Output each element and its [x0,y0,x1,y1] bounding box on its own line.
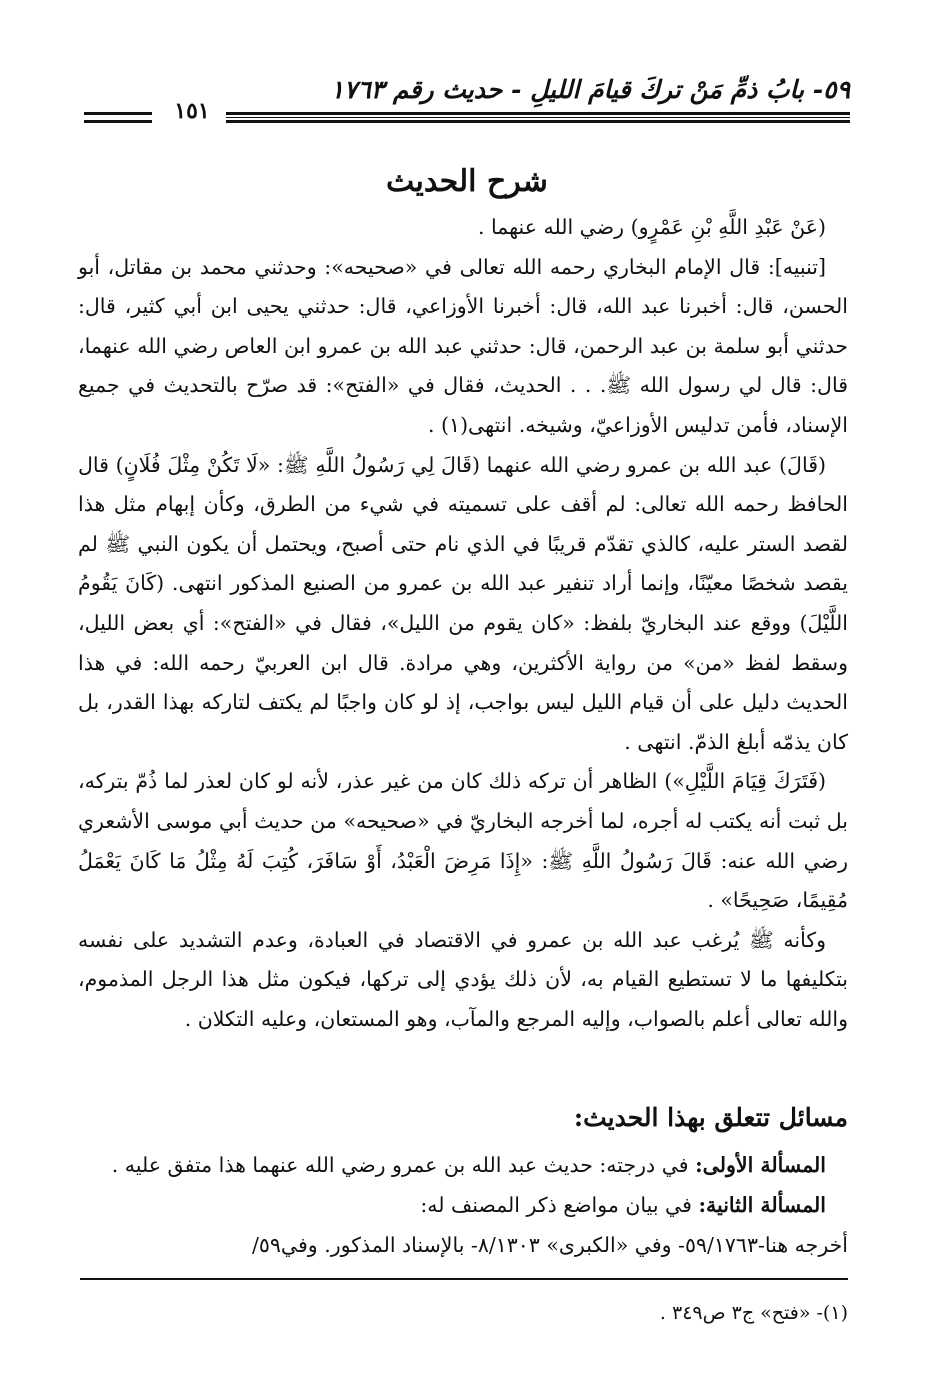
section-title: شرح الحديث [386,164,548,199]
paragraph-narrator: (عَنْ عَبْدِ اللَّهِ بْنِ عَمْرٍو) رضي الله عنهما . [477,215,826,239]
footnote-separator [80,1278,848,1280]
page-number: ١٥١ [174,98,210,124]
running-title: ٥٩- بابُ ذمِّ مَنْ تركَ قيامَ الليلِ - حديث رقم ١٧٦٣ [330,75,850,104]
paragraph-explanation: (قَالَ) عبد الله بن عمرو رضي الله عنهما (قَالَ لِي رَسُولُ اللَّهِ ﷺ: «لَا تَكُنْ مِثْلَ فُلَانٍ) قال الحافظ رحمه الله تعالى: لم أقف على تسميته في شيء من الطرق، وكأن إبهام مثل هذا لقصد الستر عليه، كالذي تقدّم قريبًا في الذي نام حتى أصبح، ويحتمل أن يكون النبي ﷺ لم يقصد شخصًا معيّنًا، وإنما أراد تنفير عبد الله بن عمرو من الصنيع المذكور انتهى. (كَانَ يَقُومُ اللَّيْلَ) ووقع عند البخاريّ بلفظ: «كان يقوم من الليل»، فقال في «الفتح»: أي بعض الليل، وسقط لفظ «من» من رواية الأكثرين، وهي مرادة. قال ابن العربيّ رحمه الله: في هذا الحديث دليل على أن قيام الليل ليس بواجب، إذ لو كان واجبًا لم يكتف لتاركه بهذا القدر، بل كان يذمّه أبلغ الذمّ. انتهى . [78,452,848,754]
issue-second-text: في بيان مواضع ذكر المصنف له: [420,1193,692,1217]
issue-first-text: في درجته: حديث عبد الله بن عمرو رضي الله عنهما هذا متفق عليه . [111,1153,689,1177]
paragraph-note: [تنبيه]: قال الإمام البخاري رحمه الله تعالى في «صحيحه»: وحدثني محمد بن مقاتل، أبو الحسن، قال: أخبرنا عبد الله، قال: أخبرنا الأوزاعي، قال: حدثني يحيى ابن أبي كثير، قال: حدثني أبو سلمة بن عبد الرحمن، قال: حدثني عبد الله بن عمرو ابن العاص رضي الله عنهما، قال: قال لي رسول الله ﷺ. . . الحديث، فقال في «الفتح»: قد صرّح بالتحديث في جميع الإسناد، فأمن تدليس الأوزاعيّ، وشيخه. انتهى(١) . [78,254,848,437]
issue-second-label: المسألة الثانية: [698,1193,826,1217]
page-header [84,72,850,132]
issue-second-continuation: أخرجه هنا-٥٩/١٧٦٣- وفي «الكبرى» ٨/١٣٠٣- بالإسناد المذكور. وفي٥٩/ [251,1233,848,1257]
paragraph-conclusion: وكأنه ﷺ يُرغب عبد الله بن عمرو في الاقتصاد في العبادة، وعدم التشديد على نفسه بتكليفها ما لا تستطيع القيام به، لأن ذلك يؤدي إلى تركها، فيكون مثل هذا الرجل المذموم، والله تعالى أعلم بالصواب، وإليه المرجع والمآب، وهو المستعان، وعليه التكلان . [78,927,848,1031]
footnote: (١)- «فتح» ج٣ ص٣٤٩ . [659,1302,848,1324]
issue-first [78,1145,848,1185]
issues-list [78,1145,848,1265]
issues-heading: مسائل تتعلق بهذا الحديث: [573,1103,848,1132]
issue-first-label: المسألة الأولى: [695,1153,826,1177]
commentary-body [78,208,848,1039]
issue-second [78,1185,848,1225]
header-rule [226,112,850,123]
paragraph-leaving-night-prayer: (فَتَرَكَ قِيَامَ اللَّيْلِ») الظاهر أن تركه ذلك كان من غير عذر، لأنه لو كان لعذر لما ذُمّ بتركه، بل ثبت أنه يكتب له أجره، لما أخرجه البخاريّ في «صحيحه» من حديث أبي موسى الأشعري رضي الله عنه: قَالَ رَسُولُ اللَّهِ ﷺ: «إِذَا مَرِضَ الْعَبْدُ، أَوْ سَافَرَ، كُتِبَ لَهُ مِثْلُ مَا كَانَ يَعْمَلُ مُقِيمًا، صَحِيحًا» . [78,769,848,913]
page-number-rule [84,112,152,123]
